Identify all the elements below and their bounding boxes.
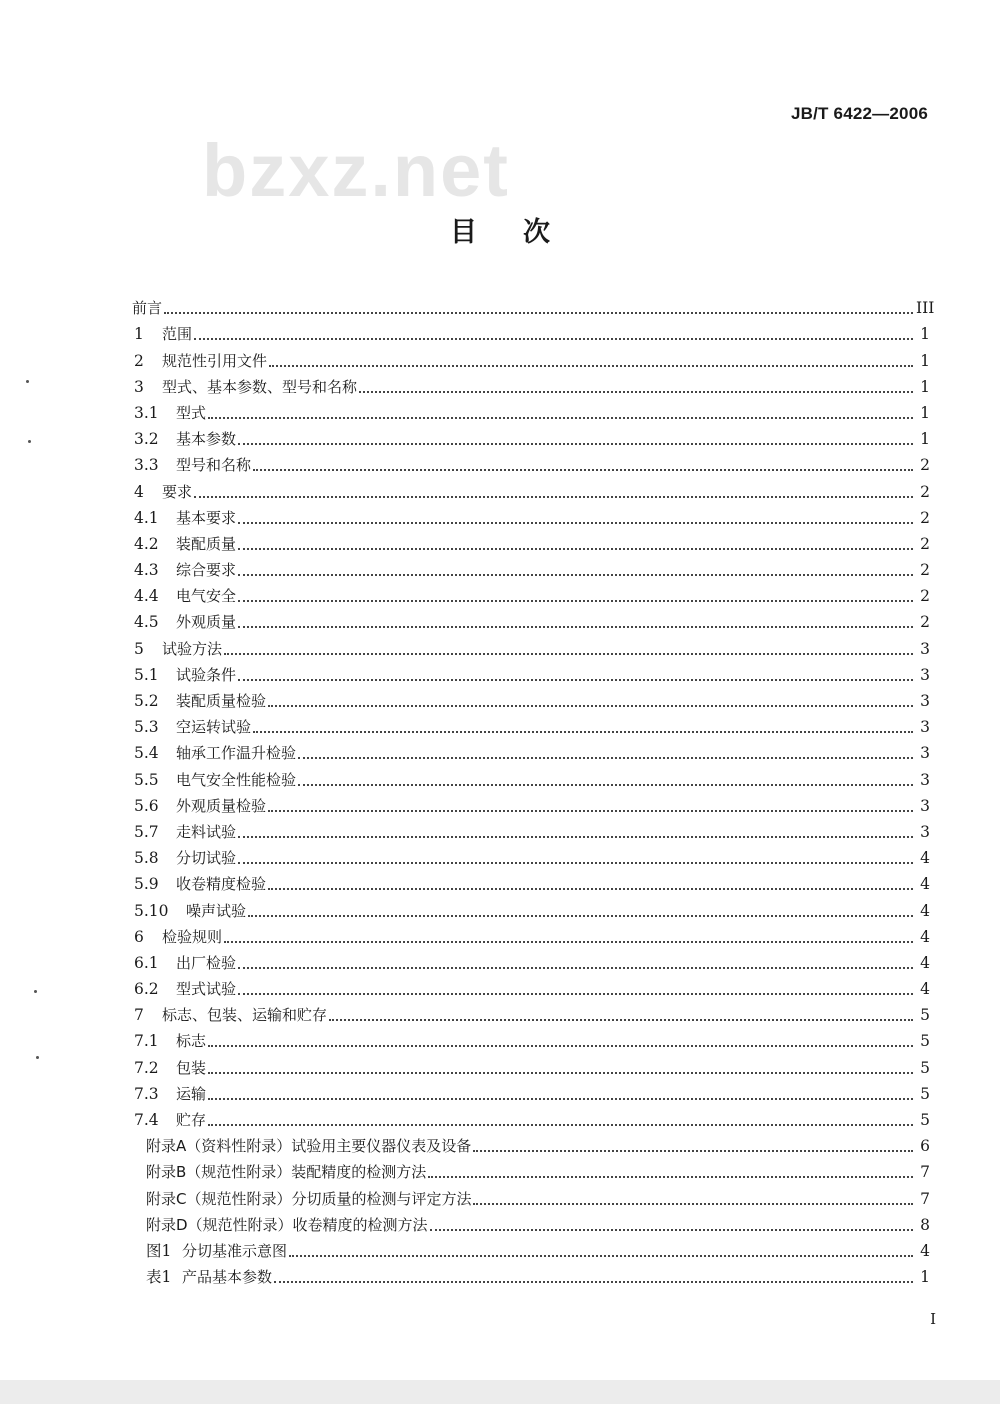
- toc-entry-page: 1: [920, 377, 930, 396]
- dot-leader: [208, 1098, 913, 1100]
- toc-entry-label: 基本要求: [176, 508, 237, 527]
- dot-leader: [238, 443, 913, 445]
- dot-leader: [248, 915, 913, 917]
- toc-entry-number: 5.6: [134, 796, 159, 815]
- dot-leader: [298, 784, 913, 786]
- toc-entry-number: 5.4: [134, 744, 159, 763]
- document-code: JB/T 6422—2006: [791, 104, 928, 123]
- toc-entry-label: 要求: [162, 482, 193, 501]
- toc-entry-page: 4: [920, 1241, 930, 1260]
- toc-entry: [0, 1235, 1000, 1261]
- toc-entry-number: 6.1: [134, 953, 159, 972]
- toc-entry-label: 电气安全性能检验: [176, 770, 297, 789]
- dot-leader: [238, 574, 913, 576]
- toc-entry-label: 附录B（规范性附录）装配精度的检测方法: [146, 1163, 427, 1182]
- dot-leader: [194, 496, 913, 498]
- page-number: I: [930, 1310, 936, 1328]
- toc-entry-label: 收卷精度检验: [176, 875, 267, 894]
- dot-leader: [208, 1045, 913, 1047]
- toc-entry-label: 附录A（资料性附录）试验用主要仪器仪表及设备: [146, 1137, 472, 1156]
- toc-entry-label: 分切试验: [176, 849, 237, 868]
- toc-entry-page: 2: [920, 613, 930, 632]
- toc-entry-label: 型式、基本参数、型号和名称: [162, 377, 358, 396]
- toc-entry-page: 3: [920, 639, 930, 658]
- toc-entry-number: 4.4: [134, 587, 159, 606]
- toc-entry: [0, 1182, 1000, 1208]
- toc-entry-label: 电气安全: [176, 587, 237, 606]
- scan-speck: [28, 440, 31, 443]
- toc-entry: [0, 606, 1000, 632]
- dot-leader: [238, 679, 913, 681]
- toc-entry-label: 轴承工作温升检验: [176, 744, 297, 763]
- toc-entry-number: 5.3: [134, 718, 159, 737]
- dot-leader: [224, 941, 913, 943]
- toc-entry-page: 3: [920, 665, 930, 684]
- dot-leader: [238, 522, 913, 524]
- toc-entry-label: 试验条件: [176, 665, 237, 684]
- dot-leader: [329, 1019, 913, 1021]
- toc-entry-number: 5.5: [134, 770, 159, 789]
- toc-entry-number: 4.5: [134, 613, 159, 632]
- toc-entry-number: 5.7: [134, 822, 159, 841]
- toc-entry: [0, 1156, 1000, 1182]
- toc-entry-number: 3.3: [134, 456, 159, 475]
- dot-leader: [238, 626, 913, 628]
- toc-entry-page: 2: [920, 534, 930, 553]
- dot-leader: [238, 836, 913, 838]
- toc-entry: [0, 973, 1000, 999]
- toc-entry-page: III: [916, 299, 935, 318]
- toc-entry: [0, 1104, 1000, 1130]
- toc-entry-page: 4: [920, 849, 930, 868]
- toc-entry: [0, 842, 1000, 868]
- dot-leader: [268, 888, 913, 890]
- toc-entry: [0, 737, 1000, 763]
- dot-leader: [298, 757, 913, 759]
- toc-entry-label: 空运转试验: [176, 718, 252, 737]
- toc-entry-label: 检验规则: [162, 927, 223, 946]
- toc-entry-page: 2: [920, 561, 930, 580]
- toc-entry: [0, 423, 1000, 449]
- watermark: bzxz.net: [202, 129, 510, 212]
- toc-entry-page: 5: [920, 1006, 930, 1025]
- toc-entry-page: 7: [920, 1189, 930, 1208]
- toc-entry-number: 7.3: [134, 1084, 159, 1103]
- toc-entry-number: 5.10: [134, 901, 169, 920]
- toc-entry-label: 综合要求: [176, 561, 237, 580]
- dot-leader: [430, 1229, 913, 1231]
- scan-speck: [34, 990, 37, 993]
- toc-entry-page: 4: [920, 927, 930, 946]
- toc-entry-label: 试验方法: [162, 639, 223, 658]
- toc-entry-number: 6: [134, 927, 144, 946]
- dot-leader: [473, 1203, 913, 1205]
- toc-entry-label: 包装: [176, 1058, 207, 1077]
- toc-entry-label: 产品基本参数: [182, 1268, 273, 1287]
- toc-entry-number: 3.2: [134, 430, 159, 449]
- toc-entry: [0, 528, 1000, 554]
- toc-entry: [0, 632, 1000, 658]
- toc-entry-label: 型式: [176, 403, 207, 422]
- toc-entry-label: 附录C（规范性附录）分切质量的检测与评定方法: [146, 1189, 472, 1208]
- toc-entry: [0, 1130, 1000, 1156]
- toc-entry-page: 1: [920, 1268, 930, 1287]
- toc-entry: [0, 947, 1000, 973]
- toc-entry: [0, 1261, 1000, 1287]
- toc-entry-label: 型式试验: [176, 980, 237, 999]
- dot-leader: [289, 1255, 913, 1257]
- toc-entry-page: 7: [920, 1163, 930, 1182]
- toc-entry-number: 2: [134, 351, 144, 370]
- dot-leader: [194, 338, 913, 340]
- toc-entry: [0, 502, 1000, 528]
- toc-entry-label: 运输: [176, 1084, 207, 1103]
- dot-leader: [253, 469, 913, 471]
- toc-entry-page: 1: [920, 325, 930, 344]
- toc-entry-number: 5.2: [134, 692, 159, 710]
- toc-entry-page: 8: [920, 1215, 930, 1234]
- toc-entry-number: 6.2: [134, 980, 159, 999]
- toc-entry-label: 型号和名称: [176, 456, 252, 475]
- toc-entry-label: 贮存: [176, 1111, 207, 1129]
- dot-leader: [224, 653, 913, 655]
- toc-entry: [0, 790, 1000, 816]
- toc-entry: [0, 894, 1000, 920]
- toc-entry: [0, 1078, 1000, 1104]
- toc-entry-label: 分切基准示意图: [182, 1241, 288, 1260]
- toc-entry-label: 规范性引用文件: [162, 351, 268, 370]
- toc-entry-number: 7.2: [134, 1058, 159, 1077]
- toc-entry-label: 标志、包装、运输和贮存: [162, 1006, 328, 1025]
- toc-entry: [0, 344, 1000, 370]
- toc-entry-page: 5: [920, 1084, 930, 1103]
- toc-entry-page: 5: [920, 1058, 930, 1077]
- toc-entry: [0, 397, 1000, 423]
- dot-leader: [268, 705, 913, 707]
- toc-entry-label: 外观质量检验: [176, 796, 267, 815]
- toc-entry: [0, 580, 1000, 606]
- dot-leader: [208, 1124, 913, 1126]
- dot-leader: [238, 862, 913, 864]
- toc-entry-label: 外观质量: [176, 613, 237, 632]
- toc-entry-page: 3: [920, 692, 930, 710]
- toc-entry-page: 2: [920, 482, 930, 501]
- toc-entry-number: 4: [134, 482, 144, 501]
- dot-leader: [253, 731, 913, 733]
- toc-entry-page: 4: [920, 953, 930, 972]
- dot-leader: [274, 1281, 913, 1283]
- toc-entry-page: 4: [920, 875, 930, 894]
- toc-entry-page: 2: [920, 508, 930, 527]
- toc-entry-page: 3: [920, 822, 930, 841]
- toc-entry-page: 4: [920, 901, 930, 920]
- toc-entry: [0, 554, 1000, 580]
- toc-entry-page: 1: [920, 351, 930, 370]
- toc-entry-label: 噪声试验: [186, 901, 247, 920]
- toc-entry-page: 2: [920, 587, 930, 606]
- toc-entry: [0, 921, 1000, 947]
- dot-leader: [164, 312, 913, 314]
- toc-entry-number: 4.2: [134, 534, 159, 553]
- toc-entry: [0, 711, 1000, 737]
- toc-entry-label: 范围: [162, 325, 193, 344]
- toc-entry-number: 4.1: [134, 508, 159, 527]
- dot-leader: [238, 548, 913, 550]
- toc-entry-number: 5.9: [134, 875, 159, 894]
- dot-leader: [268, 810, 913, 812]
- dot-leader: [238, 600, 913, 602]
- dot-leader: [208, 1072, 913, 1074]
- toc-entry-page: 3: [920, 796, 930, 815]
- toc-entry-label: 标志: [176, 1032, 207, 1051]
- toc-entry-label: 出厂检验: [176, 953, 237, 972]
- dot-leader: [269, 365, 913, 367]
- scan-speck: [26, 380, 29, 383]
- toc-entry-number: 图1: [146, 1241, 172, 1260]
- dot-leader: [473, 1150, 913, 1152]
- dot-leader: [238, 993, 913, 995]
- toc-entry-page: 1: [920, 403, 930, 422]
- toc-entry-page: 4: [920, 980, 930, 999]
- toc-entry: [0, 1025, 1000, 1051]
- toc-entry: [0, 685, 1000, 711]
- toc-entry-number: 5: [134, 639, 144, 658]
- toc-entry-page: 1: [920, 430, 930, 449]
- toc-entry: [0, 371, 1000, 397]
- toc-entry-label: 前言: [132, 299, 163, 318]
- scan-bottom-edge: [0, 1380, 1000, 1404]
- toc-entry-page: 3: [920, 770, 930, 789]
- toc-entry-label: 装配质量检验: [176, 692, 267, 710]
- toc-entry-page: 3: [920, 718, 930, 737]
- dot-leader: [208, 417, 913, 419]
- toc-entry-number: 7.4: [134, 1111, 159, 1129]
- toc-entry: [0, 659, 1000, 685]
- toc-entry-number: 1: [134, 325, 144, 344]
- toc-entry: [0, 816, 1000, 842]
- toc-entry-page: 2: [920, 456, 930, 475]
- toc-entry-label: 走料试验: [176, 822, 237, 841]
- toc-entry: [0, 292, 1000, 318]
- toc-entry-label: 装配质量: [176, 534, 237, 553]
- scan-speck: [36, 1056, 39, 1059]
- toc-entry: [0, 868, 1000, 894]
- toc-entry: [0, 449, 1000, 475]
- toc-entry-page: 6: [920, 1137, 930, 1156]
- toc-entry-number: 5.1: [134, 665, 159, 684]
- toc-entry: [0, 1209, 1000, 1235]
- toc-entry: [0, 763, 1000, 789]
- toc-entry-number: 7.1: [134, 1032, 159, 1051]
- toc-entry: [0, 475, 1000, 501]
- toc-entry-label: 基本参数: [176, 430, 237, 449]
- toc-entry-number: 5.8: [134, 849, 159, 868]
- toc-entry: [0, 999, 1000, 1025]
- table-of-contents: [0, 292, 1000, 1287]
- toc-entry-number: 4.3: [134, 561, 159, 580]
- toc-entry-page: 3: [920, 744, 930, 763]
- page-title: 目次: [450, 217, 596, 248]
- toc-entry: [0, 318, 1000, 344]
- toc-entry-label: 附录D（规范性附录）收卷精度的检测方法: [146, 1215, 428, 1234]
- dot-leader: [238, 967, 913, 969]
- toc-entry: [0, 1051, 1000, 1077]
- toc-entry-page: 5: [920, 1032, 930, 1051]
- dot-leader: [359, 391, 913, 393]
- dot-leader: [428, 1176, 913, 1178]
- toc-entry-number: 3: [134, 377, 144, 396]
- toc-entry-page: 5: [920, 1111, 930, 1129]
- toc-entry-number: 3.1: [134, 403, 159, 422]
- toc-entry-number: 7: [134, 1006, 144, 1025]
- toc-entry-number: 表1: [146, 1268, 172, 1287]
